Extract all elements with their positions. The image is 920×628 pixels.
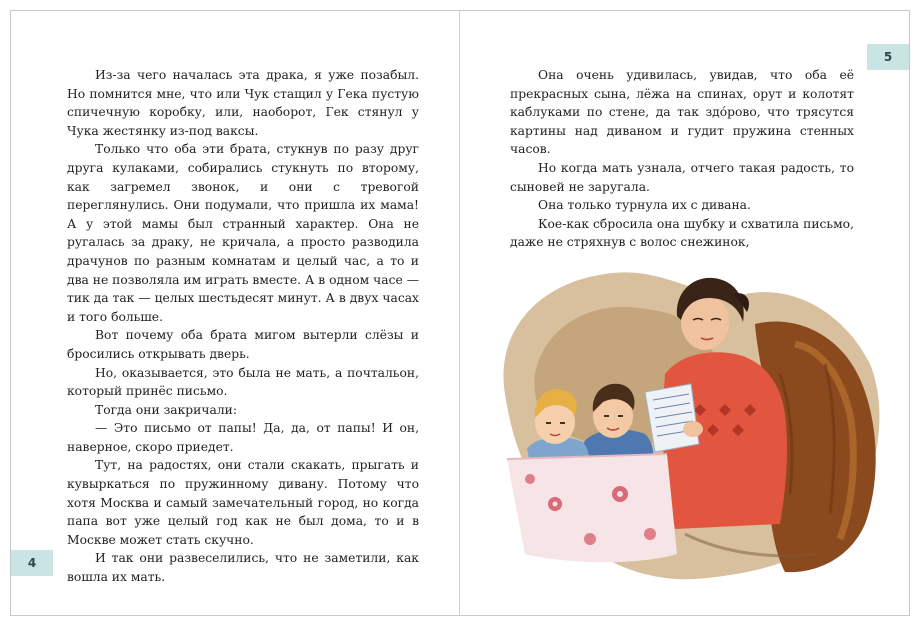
- paragraph: Она очень удивилась, увидав, что оба её прекрасных сына, лёжа на спинах, орут и колотят каблуками по стене, да так здо́рово, что трясутся картины над диваном и гудит пружина стенных часов.: [510, 68, 854, 157]
- page-number-right: 5: [867, 44, 909, 70]
- paragraph: Вот почему оба брата мигом вытерли слёзы и бросились открывать дверь.: [67, 328, 419, 361]
- paragraph: Только что оба эти брата, стукнув по разу друг друга кулаками, собирались стукнуть по второму, как загремел звонок, и они с тревогой переглянулись. Они подумали, что пришла их мама! А у этой мамы был странный характер. Она не ругалась за драку, не кричала, а просто разводила драчунов по разным комнатам и целый час, а то и два не позволяла им играть вместе. А в одном часе — тик да так — целых шестьдесят минут. А в двух часах и того больше.: [67, 142, 419, 324]
- letter-paper: [645, 384, 699, 452]
- paragraph: Кое-как сбросила она шубку и схватила письмо, даже не стряхнув с волос снежинок,: [510, 216, 854, 250]
- paragraph: Из-за чего началась эта драка, я уже позабыл. Но помнится мне, что или Чук стащил у Гека пустую спичечную коробку, или, наоборот, Гек стянул у Чука жестянку из-под ваксы.: [67, 68, 419, 138]
- mother-hand: [683, 421, 703, 437]
- left-page: [10, 10, 460, 616]
- paragraph: Но, оказывается, это была не мать, а почтальон, который принёс письмо.: [67, 365, 419, 399]
- left-page-text: [67, 66, 419, 587]
- page-number-left: 4: [11, 550, 53, 576]
- paragraph: Но когда мать узнала, отчего такая радость, то сыновей не заругала.: [510, 160, 854, 194]
- right-page-text: [510, 66, 854, 252]
- paragraph: Тут, на радостях, они стали скакать, прыгать и кувыркаться по пружинному дивану. Потому что хотя Москва и самый замечательный город, но когда папа вот уже целый год как не был дома, то и в Москве может стать скучно.: [67, 458, 419, 547]
- paragraph: Она только турнула их с дивана.: [538, 198, 751, 213]
- illustration-mother-reading-letter: [495, 254, 890, 584]
- paragraph: — Это письмо от папы! Да, да, от папы! И он, наверное, скоро приедет.: [67, 421, 419, 454]
- right-page: [460, 10, 910, 616]
- tablecloth: [507, 454, 677, 562]
- paragraph: Тогда они закричали:: [95, 402, 237, 417]
- paragraph: И так они развеселились, что не заметили, как вошла их мать.: [67, 551, 419, 585]
